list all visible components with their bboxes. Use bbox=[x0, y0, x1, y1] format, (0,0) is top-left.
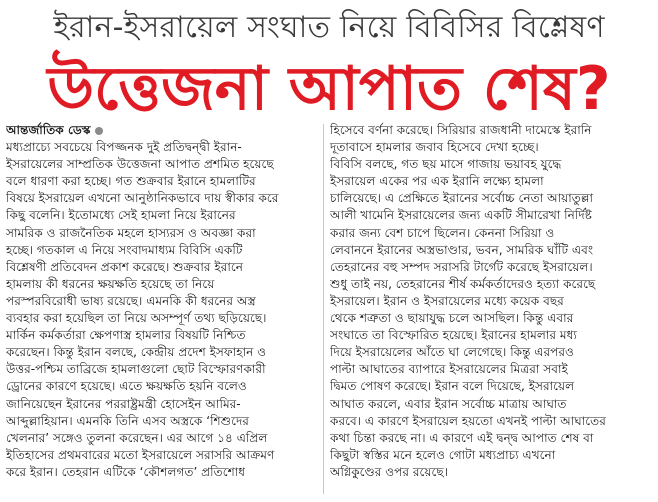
body-line: কিছু বলেনি। ইতোমধ্যে সেই হামলা নিয়ে ইরানের bbox=[6, 208, 236, 223]
body-line: দূতাবাসে হামলার জবাব হিসেবে দেখা হচ্ছে। bbox=[330, 140, 539, 155]
body-line: হিসেবে বর্ণনা করেছে। সিরিয়ার রাজধানী দামেস্কে ইরানি bbox=[330, 123, 592, 137]
body-line: ইসরায়েল। ইরান ও ইসরায়েলের মধ্যে কয়েক বছর bbox=[330, 293, 564, 308]
left-body-text bbox=[6, 139, 318, 481]
body-line: বিশ্লেষণী প্রতিবেদন প্রকাশ করেছে। শুক্রবার ইরানে bbox=[6, 259, 243, 274]
body-line: আব্দুল্লাহিয়ান। এমনকি তিনি এসব অস্ত্রকে ‘শিশুদের bbox=[6, 413, 249, 428]
body-line: দ্বিমত পোষণ করেছে। ইরান বলে দিয়েছে, ইসরায়েল bbox=[330, 379, 575, 394]
body-line: হচ্ছে। গতকাল এ নিয়ে সংবাদমাধ্যম বিবিসি একটি bbox=[6, 242, 243, 257]
headline: উত্তেজনা আপাত শেষ? bbox=[47, 54, 611, 124]
body-line: মধ্যপ্রাচ্যে সবচেয়ে বিপজ্জনক দুই প্রতিদ্বন্দ্বী ইরান- bbox=[6, 140, 242, 155]
body-line: কথা চিন্তা করছে না। এ কারণে এই দ্বন্দ্ব আপাত শেষ বা bbox=[330, 430, 594, 445]
body-line: বিবিসি বলছে, গত ছয় মাসে গাজায় ভয়াবহ যুদ্ধে bbox=[330, 157, 562, 172]
kicker-subheadline: ইরান-ইসরায়েল সংঘাত নিয়ে বিবিসির বিশ্লেষণ bbox=[53, 10, 605, 45]
body-line: থেকে শত্রুতা ও ছায়াযুদ্ধ চলে আসছিল। কিন্তু এবার bbox=[330, 311, 574, 326]
body-line: করে ইরান। তেহরান এটিকে ‘কৌশলগত’ প্রতিশোধ bbox=[6, 464, 246, 479]
body-line: জানিয়েছেন ইরানের পররাষ্ট্রমন্ত্রী হোসেইন আমির- bbox=[6, 396, 241, 411]
body-line: লেবাননে ইরানের অস্ত্রভাণ্ডার, ভবন, সামরিক ঘাঁটি এবং bbox=[330, 242, 594, 257]
body-line: দিয়ে ইসরায়েলের আঁতে ঘা লেগেছে। কিন্তু এরপরও bbox=[330, 345, 574, 360]
body-line: শুধু তাই নয়, তেহরানের শীর্ষ কর্মকর্তাদেরও হত্যা করেছে bbox=[330, 276, 596, 291]
body-line: ইসরায়েল একের পর এক ইরানি লক্ষ্যে হামলা bbox=[330, 174, 544, 189]
body-line: ড্রোনের কারণে হয়েছে। এতে ক্ষয়ক্ষতি হয়নি বলেও bbox=[6, 379, 247, 394]
body-line: পাল্টা আঘাতের ব্যাপারে ইসরায়েলের মিত্ররা সবাই bbox=[330, 362, 568, 377]
body-line: হামলায় কী ধরনের ক্ষয়ক্ষতি হয়েছে তা নিয়ে bbox=[6, 276, 215, 291]
body-line: উত্তর-পশ্চিম তাব্রিজে হামলাগুলো ছোট বিস্ফোরণকারী bbox=[6, 362, 266, 377]
body-line: বিষয়ে ইসরায়েল এখনো আনুষ্ঠানিকভাবে দায় স্বীকার করে bbox=[6, 191, 279, 206]
right-body-text bbox=[330, 122, 652, 481]
body-line: সংঘাতে তা বিস্ফোরিত হয়েছে। ইরানের হামলার মধ্য bbox=[330, 328, 577, 343]
body-line: খেলনার’ সঙ্গেও তুলনা করেছেন। এর আগে ১৪ এপ্রিল bbox=[6, 430, 268, 445]
body-line: সামরিক ও রাজনৈতিক মহলে হাস্যরস ও অবজ্ঞা করা bbox=[6, 225, 256, 240]
body-line: আলী খামেনি ইসরায়েলের জন্য একটি সীমারেখা নির্দিষ্ট bbox=[330, 208, 592, 223]
body-line: কিছুটা স্বস্তির মনে হলেও গোটা মধ্যপ্রাচ্য এখনো bbox=[330, 447, 556, 462]
body-line: মার্কিন কর্মকর্তারা ক্ষেপণাস্ত্র হামলার বিষয়টি নিশ্চিত bbox=[6, 328, 246, 343]
body-line: ইসরায়েলের সাম্প্রতিক উত্তেজনা আপাত প্রশমিত হয়েছে bbox=[6, 157, 274, 172]
body-line: তেহরানের বহু সম্পদ সরাসরি টার্গেট করেছে ইসরায়েল। bbox=[330, 259, 593, 274]
body-line: করবে। এ কারণে ইসরায়েল হয়তো এখনই পাল্টা আঘাতের bbox=[330, 413, 606, 428]
body-line: করার জন্য বেশ চাপে ছিলেন। কেননা সিরিয়া ও bbox=[330, 225, 555, 240]
dateline-row bbox=[6, 122, 318, 139]
body-line: বলে ধারণা করা হচ্ছে। গত শুক্রবার ইরানে হামলাটির bbox=[6, 174, 256, 189]
article-column-right bbox=[330, 122, 652, 481]
body-line: পরস্পরবিরোধী ভাষ্য রয়েছে। এমনকি কী ধরনের অস্ত্র bbox=[6, 293, 256, 308]
bullet-dot-icon bbox=[95, 127, 103, 135]
body-line: আঘাত করলে, এবার ইরান সর্বোচ্চ মাত্রায় আঘাত bbox=[330, 396, 567, 411]
body-line: ব্যবহার করা হয়েছিল তা নিয়ে অসম্পূর্ণ তথ্য ছড়িয়েছে। bbox=[6, 311, 267, 326]
body-line: অগ্নিকুণ্ডের ওপর রয়েছে। bbox=[330, 464, 449, 479]
column-divider bbox=[323, 124, 324, 494]
body-line: চালিয়েছে। এ প্রেক্ষিতে ইরানের সর্বোচ্চ নেতা আয়াতুল্লা bbox=[330, 191, 593, 206]
body-line: ইতিহাসের প্রথমবারের মতো ইসরায়েলে সরাসরি আক্রমণ bbox=[6, 447, 275, 462]
article-column-left bbox=[6, 122, 318, 481]
body-line: করেছেন। কিন্তু ইরান বলছে, কেন্দ্রীয় প্রদেশ ইসফাহান ও bbox=[6, 345, 267, 360]
dateline: আন্তর্জাতিক ডেস্ক bbox=[6, 123, 91, 137]
